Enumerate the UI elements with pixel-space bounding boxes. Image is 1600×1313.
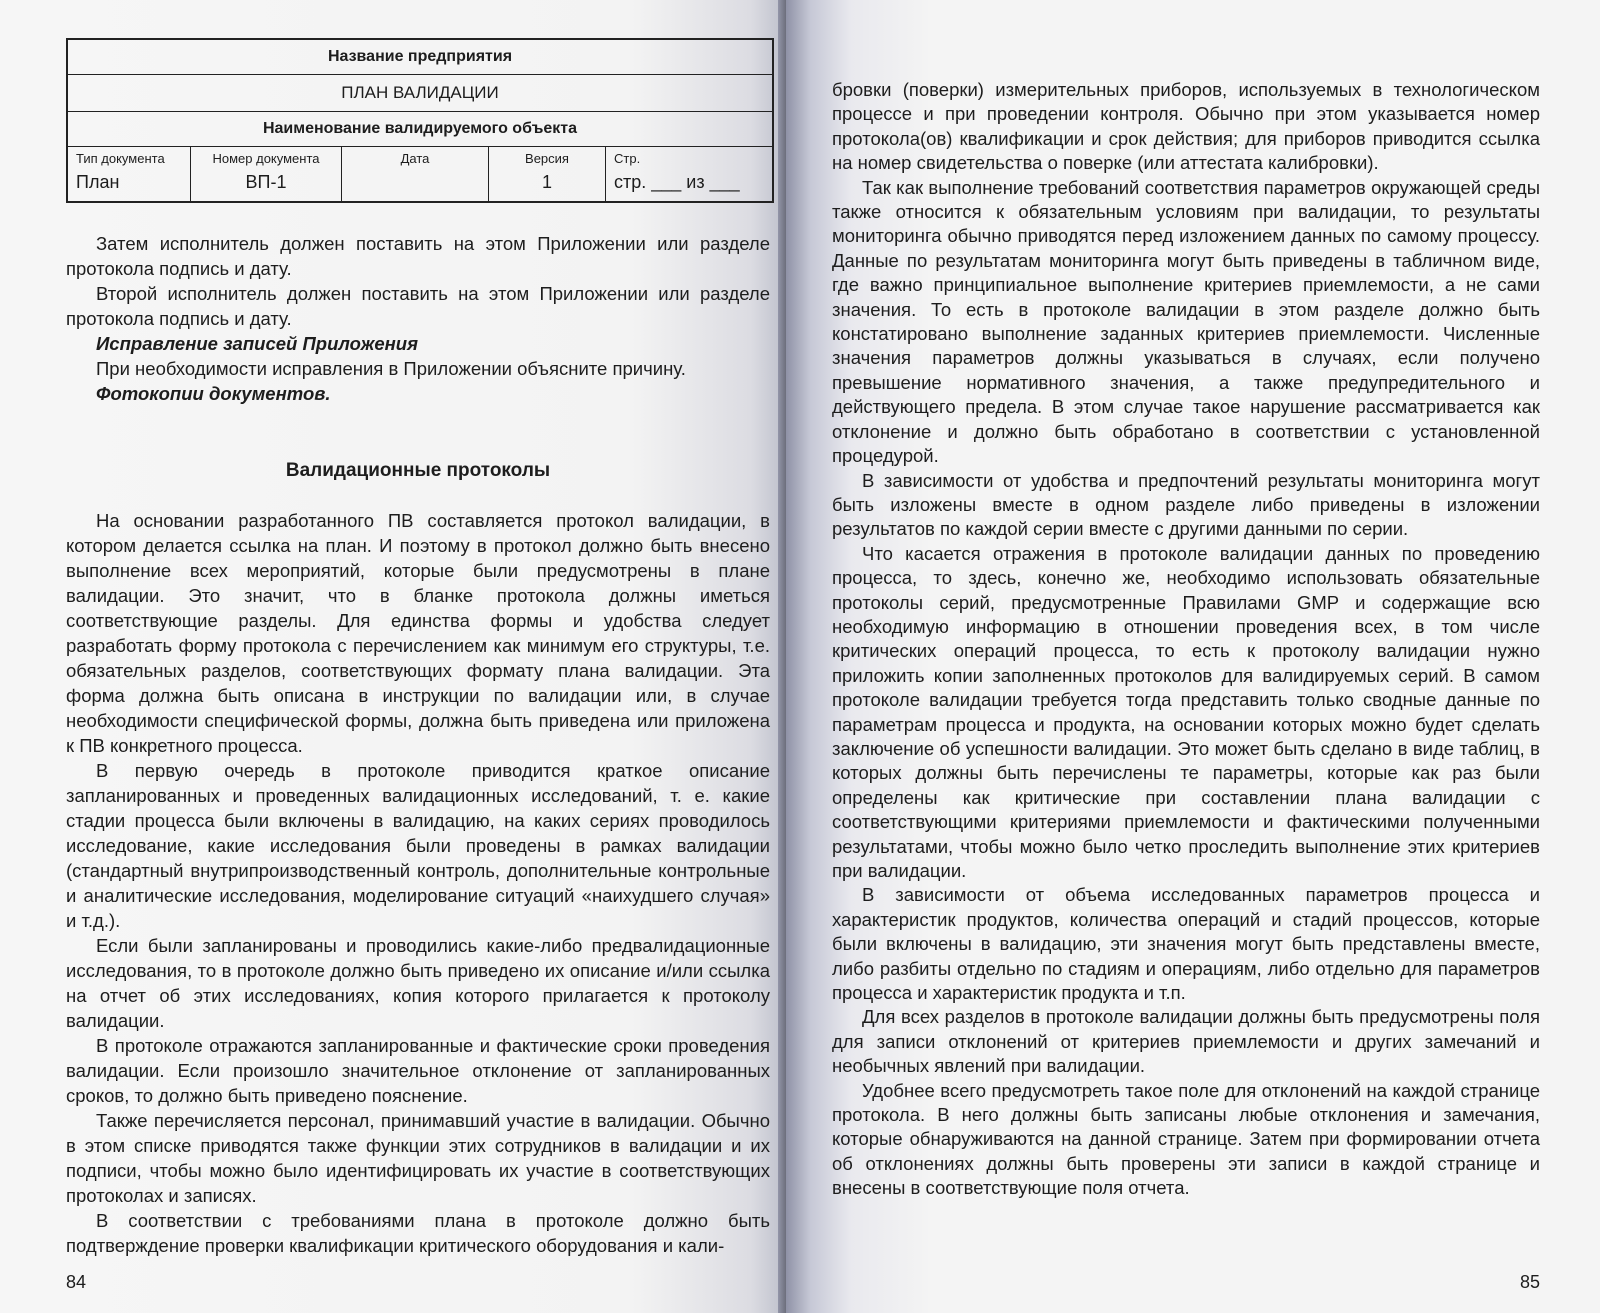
date-cell [342,147,489,203]
subheading: Фотокопии документов. [96,383,331,404]
document-header-table [66,38,774,203]
doc-type-cell [67,147,191,203]
page-value: стр. ___ из ___ [614,172,740,192]
plan-title-cell: ПЛАН ВАЛИДАЦИИ [67,75,773,112]
paragraph: Если были запланированы и проводились какие-либо предвалидационные исследования, то в протоколе должно быть приведено их описание и/или ссылка на отчет об этих исследованиях, копия которого прилагается к протоколу валидации. [66,935,770,1031]
object-name-cell: Наименование валидируемого объекта [67,112,773,147]
paragraph: На основании разработанного ПВ составляется протокол валидации, в котором делается ссылка на план. И поэтому в протокол должно быть внесено выполнение всех мероприятий, которые были предусмотрены в плане валидации. Это значит, что в бланке протокола должны иметься соответствующие разделы. Для единства формы и удобства следует разработать форму протокола с перечислением как минимум его структуры, т.е. обязательных разделов, соответствующих формату плана валидации. Эта форма должна быть описана в инструкции по валидации или, в случае необходимости специфической формы, должна быть приведена или приложена к ПВ конкретного процесса. [66,510,770,756]
page-cell [606,147,774,203]
doc-type-value: План [76,172,120,192]
paragraph: В соответствии с требованиями плана в протоколе должно быть подтверждение проверки квалификации критического оборудования и кали- [66,1210,770,1256]
page-number: 84 [66,1272,87,1292]
version-label: Версия [525,151,569,166]
paragraph: Также перечисляется персонал, принимавший участие в валидации. Обычно в этом списке приводятся также функции этих сотрудников в валидации и их подписи, чтобы можно было идентифицировать их участие в соответствующих протоколах и записях. [66,1110,770,1206]
date-label: Дата [400,151,430,166]
paragraph: В протоколе отражаются запланированные и фактические сроки проведения валидации. Если произошло значительное отклонение от запланированных сроков, то должно быть приведено пояснение. [66,1035,770,1106]
doc-type-label: Тип документа [76,151,165,166]
paragraph: бровки (поверки) измерительных приборов, используемых в технологическом процессе и при проведении контроля. Обычно при этом указывается номер протокола(ов) квалификации и срок действия; для приборов приводится ссылка на номер свидетельства о поверке (или аттестата калибровки). [832,79,1540,174]
paragraph: Затем исполнитель должен поставить на этом Приложении или разделе протокола подпись и дату. [66,233,770,279]
paragraph: Для всех разделов в протоколе валидации должны быть предусмотрены поля для записи отклонений от критериев приемлемости и других замечаний и необычных явлений при валидации. [832,1006,1540,1077]
version-value: 1 [541,172,552,192]
company-name-cell: Название предприятия [67,39,773,75]
right-page [786,0,1600,1313]
paragraph: В зависимости от объема исследованных параметров процесса и характеристик продуктов, количества операций и стадий процессов, которые были включены в валидацию, эти значения могут быть представлены вместе, либо разбиты отдельно по стадиям и операциям, либо отдельно для параметров процесса и характеристик продукта и т.п. [832,884,1540,1004]
subheading: Исправление записей Приложения [96,333,418,354]
doc-number-value: ВП-1 [245,172,287,192]
page-label: Стр. [614,151,641,166]
section-title: Валидационные протоколы [285,460,551,481]
version-cell [489,147,606,203]
paragraph: Так как выполнение требований соответствия параметров окружающей среды также относится к обязательным условиям при валидации, то результаты мониторинга обычно приводятся перед изложением данных по самому процессу. Данные по результатам мониторинга могут быть приведены в табличном виде, где важно принципиальное выполнение критериев приемлемости, а не сами значения. То есть в протоколе валидации в этом разделе должно быть констатировано выполнение заданных критериев приемлемости. Численные значения параметров должны указываться в случаях, если получено превышение нормативного значения, а также предупредительного и действующего предела. В этом случае такое нарушение рассматривается как отклонение и должно быть обработано в соответствии с установленной процедурой. [832,176,1540,467]
doc-number-label: Номер документа [212,151,320,166]
paragraph: В первую очередь в протоколе приводится краткое описание запланированных и проведенных валидационных исследований, т. е. какие стадии процесса были включены в валидацию, на каких сериях проводилось исследование, какие исследования были проведены в рамках валидации (стандартный внутрипроизводственный контроль, дополнительные контрольные и аналитические исследования, моделирование ситуаций «наихудшего случая» и т.д.). [66,760,770,931]
paragraph: Второй исполнитель должен поставить на этом Приложении или разделе протокола подпись и дату. [66,283,770,329]
paragraph: Удобнее всего предусмотреть такое поле для отклонений на каждой странице протокола. В него должны быть записаны любые отклонения и замечания, которые обнаруживаются на данной странице. Затем при формировании отчета об отклонениях должны быть проверены эти записи в каждой странице и внесены в соответствующие поля отчета. [832,1079,1540,1199]
left-page [0,0,790,1313]
paragraph: При необходимости исправления в Приложении объясните причину. [96,358,686,379]
doc-number-cell [191,147,342,203]
paragraph: В зависимости от удобства и предпочтений результаты мониторинга могут быть изложены вместе в одном разделе либо приведены в изложении результатов по каждой серии вместе с другими данными по серии. [832,469,1540,540]
paragraph: Что касается отражения в протоколе валидации данных по проведению процесса, то здесь, конечно же, необходимо использовать обязательные протоколы серий, предусмотренные Правилами GMP и содержащие всю необходимую информацию в отношении проведения всех, в том числе критических операций процесса, то есть к протоколу валидации нужно приложить копии заполненных протоколов для валидируемых серий. В самом протоколе валидации требуется тогда представить только сводные данные по параметрам процесса и продукта, на основании которых можно будет сделать заключение об успешности валидации. Это может быть сделано в виде таблиц, в которых должны быть перечислены те параметры, которые как раз были определены как критические при составлении плана валидации с соответствующими критериями приемлемости и фактическими полученными результатами, чтобы можно было четко проследить выполнение этих критериев при валидации. [832,542,1540,881]
page-number: 85 [1519,1272,1540,1292]
